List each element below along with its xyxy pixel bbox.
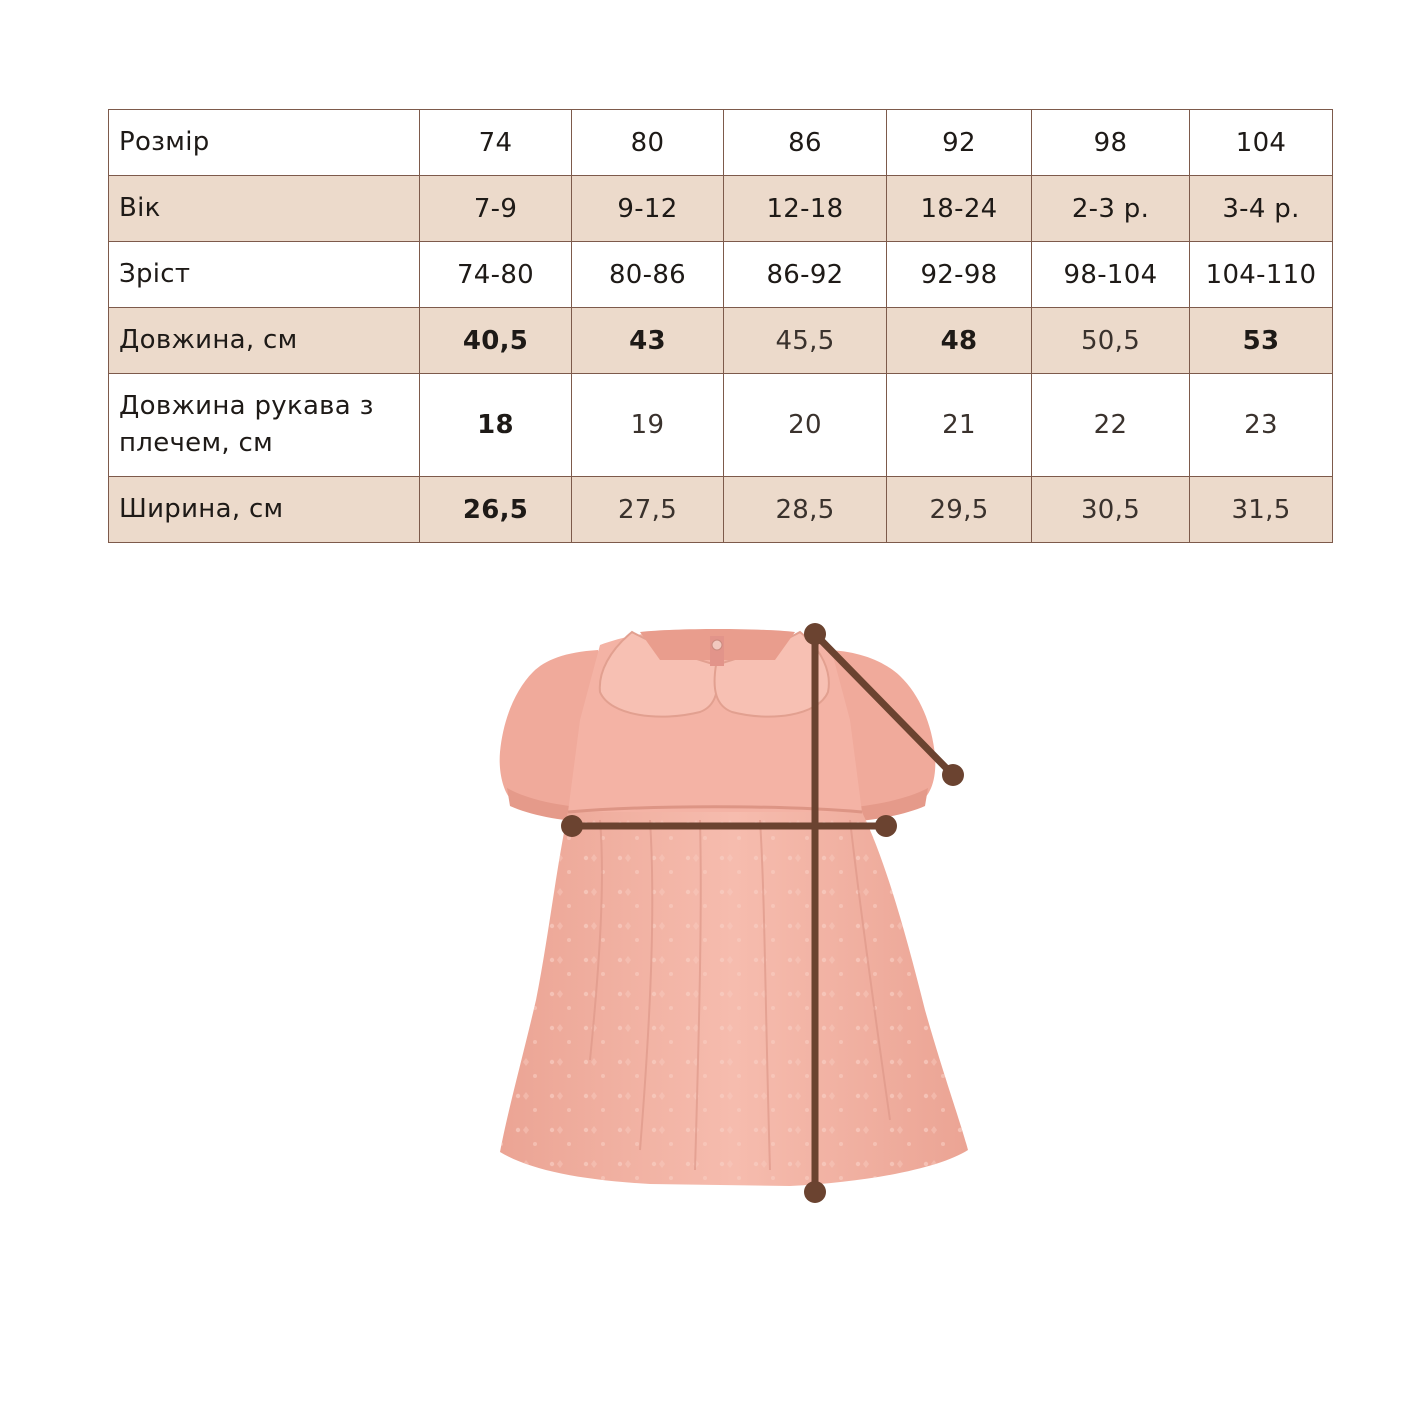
length-cell: 53: [1190, 308, 1333, 374]
height-cell: 98-104: [1032, 242, 1190, 308]
sleeve-row-label: Довжина рукава з плечем, см: [109, 374, 420, 477]
width-row-label: Ширина, см: [109, 477, 420, 543]
width-row: [109, 477, 1333, 543]
button-icon: [712, 640, 722, 650]
collar-right: [715, 632, 829, 717]
width-cell: 29,5: [887, 477, 1032, 543]
length-cell: 48: [887, 308, 1032, 374]
right-sleeve-cuff: [842, 788, 928, 822]
height-cell: 80-86: [572, 242, 724, 308]
size-row-label: Розмір: [109, 110, 420, 176]
width-cell: 31,5: [1190, 477, 1333, 543]
size-cell: 92: [887, 110, 1032, 176]
sleeve-end-point: [942, 764, 964, 786]
measurement-lines: [572, 634, 953, 1192]
age-row: [109, 176, 1333, 242]
length-row: [109, 308, 1333, 374]
length-top-point: [804, 623, 826, 645]
age-cell: 2-3 р.: [1032, 176, 1190, 242]
size-cell: 98: [1032, 110, 1190, 176]
length-cell: 43: [572, 308, 724, 374]
size-cell: 104: [1190, 110, 1333, 176]
size-row: [109, 110, 1333, 176]
height-row-label: Зріст: [109, 242, 420, 308]
sleeve-cell: 22: [1032, 374, 1190, 477]
width-left-point: [561, 815, 583, 837]
waist-seam: [568, 807, 862, 812]
sleeve-cell: 21: [887, 374, 1032, 477]
left-sleeve: [500, 650, 612, 815]
sleeve-row: [109, 374, 1333, 477]
age-cell: 3-4 р.: [1190, 176, 1333, 242]
age-cell: 7-9: [420, 176, 572, 242]
length-cell: 50,5: [1032, 308, 1190, 374]
left-sleeve-cuff: [507, 788, 590, 822]
width-cell: 26,5: [420, 477, 572, 543]
bodice: [568, 630, 862, 812]
measurement-points: [561, 623, 964, 1203]
length-cell: 45,5: [724, 308, 887, 374]
neckline: [640, 629, 795, 660]
height-cell: 92-98: [887, 242, 1032, 308]
sleeve-cell: 23: [1190, 374, 1333, 477]
skirt: [500, 812, 968, 1186]
size-chart-table: [108, 109, 1333, 543]
collar-left: [600, 632, 718, 717]
back-placket: [710, 636, 724, 666]
age-cell: 18-24: [887, 176, 1032, 242]
age-cell: 12-18: [724, 176, 887, 242]
size-cell: 86: [724, 110, 887, 176]
size-cell: 80: [572, 110, 724, 176]
sleeve-cell: 18: [420, 374, 572, 477]
length-bottom-point: [804, 1181, 826, 1203]
sleeve-cell: 19: [572, 374, 724, 477]
sleeve-cell: 20: [724, 374, 887, 477]
size-cell: 74: [420, 110, 572, 176]
skirt-gathers: [590, 820, 890, 1170]
length-row-label: Довжина, см: [109, 308, 420, 374]
height-row: [109, 242, 1333, 308]
right-sleeve: [818, 650, 935, 815]
width-cell: 30,5: [1032, 477, 1190, 543]
height-cell: 74-80: [420, 242, 572, 308]
length-cell: 40,5: [420, 308, 572, 374]
width-cell: 27,5: [572, 477, 724, 543]
height-cell: 86-92: [724, 242, 887, 308]
width-right-point: [875, 815, 897, 837]
sleeve-line: [815, 634, 953, 775]
age-cell: 9-12: [572, 176, 724, 242]
width-cell: 28,5: [724, 477, 887, 543]
dress-body: [500, 629, 968, 1186]
height-cell: 104-110: [1190, 242, 1333, 308]
age-row-label: Вік: [109, 176, 420, 242]
